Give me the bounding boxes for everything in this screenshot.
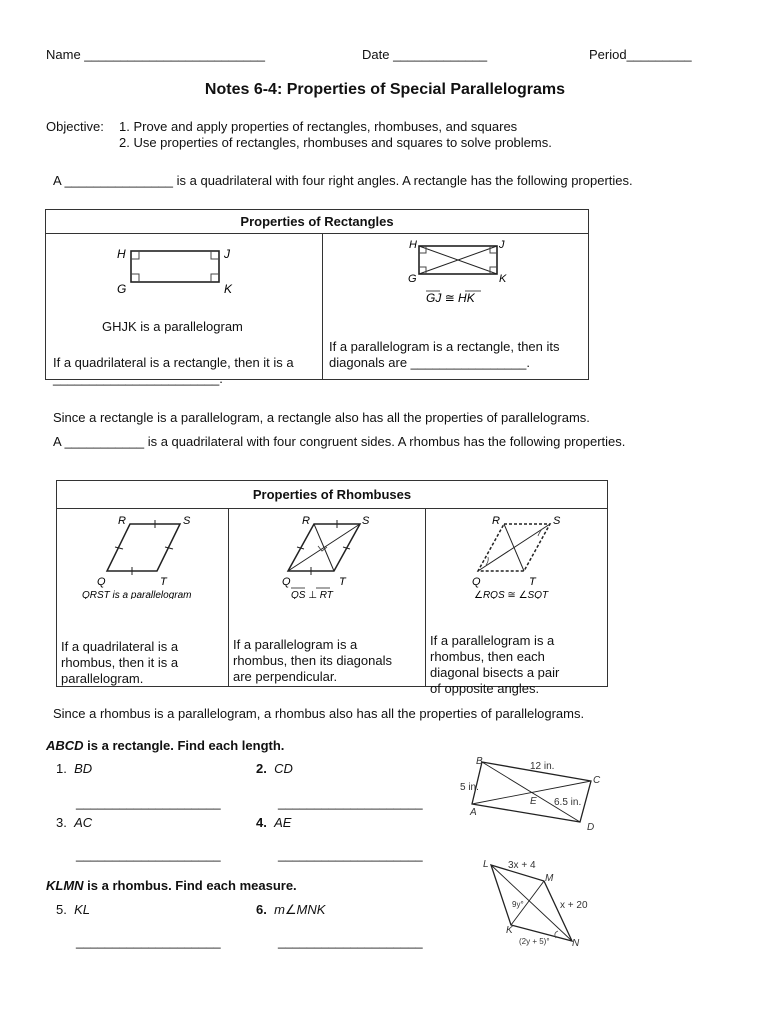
rectangle-right-cell bbox=[323, 234, 589, 380]
question-number: 4. bbox=[256, 815, 267, 830]
klmn-heading-name: KLMN bbox=[46, 878, 84, 893]
rectangle-shape bbox=[131, 251, 219, 282]
rhombus-properties-table bbox=[56, 480, 608, 696]
right-angle-mark bbox=[131, 274, 139, 282]
rhombus-definition: A ___________ is a quadrilateral with four congruent sides. A rhombus has the following properties. bbox=[53, 434, 626, 449]
vertex-label: K bbox=[224, 282, 233, 296]
rhombus-property-1-line-3: parallelogram. bbox=[61, 671, 144, 686]
rhombus-property-3-line-4: of opposite angles. bbox=[430, 681, 540, 696]
rhombus-property-2-line-2: rhombus, then its diagonals bbox=[233, 653, 392, 668]
rectangle-left-cell bbox=[46, 234, 323, 386]
rhombus-angle-bisector-diagram bbox=[426, 509, 609, 599]
question-number: 3. bbox=[56, 815, 67, 830]
question-label: KL bbox=[74, 902, 90, 917]
vertex-label: L bbox=[483, 859, 489, 870]
answer-blank-2[interactable]: ____________________ bbox=[278, 795, 423, 810]
rhombus-property-3-line-1: If a parallelogram is a bbox=[430, 633, 555, 648]
question-number: 6. bbox=[256, 902, 267, 917]
vertex-label: C bbox=[593, 775, 601, 786]
vertex-label: T bbox=[160, 576, 167, 588]
answer-blank-3[interactable]: ____________________ bbox=[76, 847, 221, 862]
rectangle-table-heading: Properties of Rectangles bbox=[46, 210, 589, 234]
rhombus-property-2-line-3: are perpendicular. bbox=[233, 669, 338, 684]
rectangle-definition: A _______________ is a quadrilateral with four right angles. A rectangle has the following properties. bbox=[53, 173, 633, 188]
rhombus-property-1-line-2: rhombus, then it is a bbox=[61, 655, 179, 670]
vertex-label: M bbox=[545, 873, 554, 884]
side-expression: 3x + 4 bbox=[508, 860, 536, 871]
rhombus-klmn-figure bbox=[476, 853, 616, 953]
vertex-label: K bbox=[506, 925, 513, 936]
rhombus-caption-3: ∠RQS ≅ ∠SQT bbox=[474, 590, 549, 599]
vertex-label: H bbox=[117, 247, 126, 261]
objective-line-2: 2. Use properties of rectangles, rhombuses and squares to solve problems. bbox=[119, 135, 552, 150]
rhombus-property-1-line-1: If a quadrilateral is a bbox=[61, 639, 179, 654]
question-number: 5. bbox=[56, 902, 67, 917]
abcd-heading-name: ABCD bbox=[46, 738, 84, 753]
page-title: Notes 6-4: Properties of Special Parallelograms bbox=[204, 81, 566, 98]
question-label: AC bbox=[74, 815, 93, 830]
side-length: 12 in. bbox=[530, 761, 555, 772]
question-number: 1. bbox=[56, 761, 67, 776]
rhombus-col-3 bbox=[426, 509, 608, 696]
klmn-heading-text: is a rhombus. Find each measure. bbox=[83, 878, 297, 893]
question-label: m∠MNK bbox=[274, 902, 326, 917]
vertex-label: S bbox=[362, 515, 370, 527]
rhombus-parallelogram-diagram bbox=[57, 509, 228, 599]
rhombus-col-1 bbox=[57, 509, 229, 687]
vertex-label: Q bbox=[472, 576, 481, 588]
question-4 bbox=[256, 815, 291, 830]
vertex-label: Q bbox=[282, 576, 291, 588]
side-expression: x + 20 bbox=[560, 900, 588, 911]
rectangle-ghjk-diagram bbox=[46, 234, 322, 304]
rectangle-property-2: If a parallelogram is a rectangle, then its bbox=[329, 339, 560, 354]
answer-blank-1[interactable]: ____________________ bbox=[76, 795, 221, 810]
rhombus-property-2-line-1: If a parallelogram is a bbox=[233, 637, 358, 652]
angle-expression: (2y + 5)° bbox=[519, 937, 550, 946]
right-angle-mark bbox=[131, 251, 139, 259]
question-label: BD bbox=[74, 761, 93, 776]
right-angle-mark bbox=[211, 251, 219, 259]
congruence-statement: GJ ≅ HK bbox=[426, 291, 475, 305]
rectangle-property-1: If a quadrilateral is a rectangle, then it is a bbox=[53, 355, 294, 370]
question-label: CD bbox=[274, 761, 293, 776]
vertex-label: N bbox=[572, 938, 580, 949]
answer-blank-4[interactable]: ____________________ bbox=[278, 847, 423, 862]
rhombus-caption-1: QRST is a parallelogram bbox=[82, 590, 192, 599]
rectangle-caption: GHJK is a parallelogram bbox=[102, 319, 243, 334]
vertex-label: S bbox=[183, 515, 191, 527]
question-label: AE bbox=[274, 815, 292, 830]
vertex-label: D bbox=[587, 822, 595, 833]
question-5 bbox=[56, 902, 90, 917]
question-2 bbox=[256, 761, 293, 776]
right-angle-mark bbox=[211, 274, 219, 282]
objective-label: Objective: bbox=[46, 119, 104, 134]
question-number: 2. bbox=[256, 761, 267, 776]
angle-arc bbox=[486, 557, 488, 565]
vertex-label: S bbox=[553, 515, 561, 527]
rhombus-property-3-line-3: diagonal bisects a pair bbox=[430, 665, 560, 680]
rhombus-col-2 bbox=[229, 509, 426, 687]
diagonal-qs bbox=[478, 524, 550, 571]
abcd-heading bbox=[46, 738, 284, 753]
vertex-label: G bbox=[408, 273, 417, 285]
date-field: Date _____________ bbox=[362, 47, 488, 62]
klmn-heading bbox=[46, 878, 297, 893]
question-1 bbox=[56, 761, 92, 776]
rectangle-property-2-blank: diagonals are ________________. bbox=[329, 355, 530, 370]
period-field: Period_________ bbox=[589, 47, 692, 62]
diagonal-length: 6.5 in. bbox=[554, 797, 582, 808]
vertex-label: R bbox=[492, 515, 500, 527]
vertex-label: A bbox=[470, 807, 477, 818]
vertex-label: G bbox=[117, 282, 127, 296]
vertex-label: T bbox=[339, 576, 346, 588]
vertex-label: T bbox=[529, 576, 536, 588]
rhombus-property-3-line-2: rhombus, then each bbox=[430, 649, 545, 664]
vertex-label: K bbox=[499, 273, 507, 285]
vertex-label: J bbox=[224, 247, 230, 261]
vertex-label: J bbox=[499, 239, 505, 251]
rhombus-table-heading: Properties of Rhombuses bbox=[57, 481, 608, 509]
vertex-label: R bbox=[118, 515, 126, 527]
answer-blank-6[interactable]: ____________________ bbox=[278, 934, 423, 949]
vertex-label: H bbox=[409, 239, 417, 251]
answer-blank-5[interactable]: ____________________ bbox=[76, 934, 221, 949]
vertex-label: E bbox=[530, 796, 537, 807]
rectangle-property-1-blank: _______________________. bbox=[53, 371, 223, 386]
rectangle-properties-table bbox=[45, 209, 589, 386]
rectangle-diagonals-diagram bbox=[323, 234, 589, 320]
objective-line-1: 1. Prove and apply properties of rectangles, rhombuses, and squares bbox=[119, 119, 518, 134]
question-6 bbox=[256, 902, 325, 918]
rectangle-since-statement: Since a rectangle is a parallelogram, a rectangle also has all the properties of parallelograms. bbox=[53, 410, 590, 425]
name-field: Name _________________________ bbox=[46, 47, 266, 62]
rhombus-perpendicular-diagram bbox=[229, 509, 425, 599]
rhombus-since-statement: Since a rhombus is a parallelogram, a rhombus also has all the properties of parallelograms. bbox=[53, 706, 585, 721]
rectangle-abcd-figure bbox=[450, 752, 610, 838]
vertex-label: R bbox=[302, 515, 310, 527]
abcd-heading-text: is a rectangle. Find each length. bbox=[83, 738, 285, 753]
rhombus-caption-2: QS ⊥ RT bbox=[291, 590, 333, 599]
question-3 bbox=[56, 815, 92, 830]
vertex-label: B bbox=[476, 756, 483, 767]
vertex-label: Q bbox=[97, 576, 106, 588]
angle-expression: 9y° bbox=[512, 900, 524, 909]
side-length: 5 in. bbox=[460, 782, 479, 793]
